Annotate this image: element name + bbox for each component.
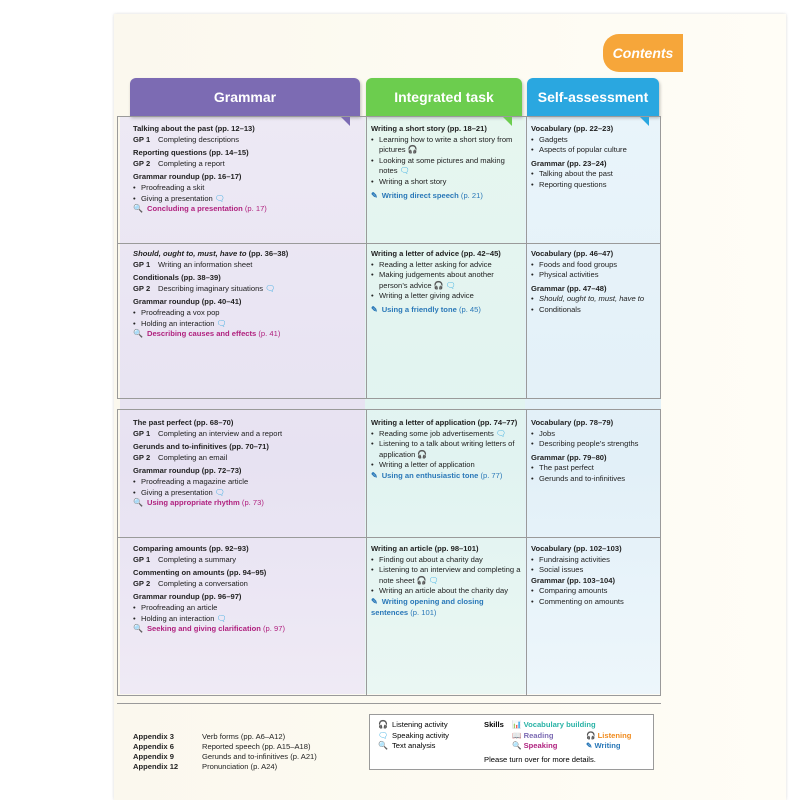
reading-skill: 📖 Reading bbox=[512, 730, 554, 740]
appendix-row: Appendix 6 Reported speech (pp. A15–A18) bbox=[133, 742, 311, 751]
unit2-self-cell bbox=[531, 249, 657, 316]
listening-icon: 🎧 bbox=[416, 575, 427, 585]
listening-icon: 🎧 bbox=[417, 449, 428, 459]
grammar-title: Grammar (pp. 47–48) bbox=[531, 283, 607, 293]
unit1-grammar-cell bbox=[133, 124, 361, 215]
writing-skill: ✎ Writing bbox=[586, 741, 621, 750]
list-item: • Commenting on amounts bbox=[531, 597, 657, 608]
speaking-icon: 🔍 bbox=[512, 741, 522, 750]
writing-focus: ✎ Writing opening and closing sentences (p. 101) bbox=[371, 596, 484, 617]
writing-icon: ✎ bbox=[586, 741, 593, 750]
integrated-task-header: Integrated task bbox=[366, 78, 522, 116]
roundup-title: Grammar roundup (pp. 96–97) bbox=[133, 592, 242, 602]
appendix-row: Appendix 12 Pronunciation (p. A24) bbox=[133, 762, 278, 771]
unit3-grammar-cell bbox=[133, 418, 361, 509]
grammar-title: Grammar (pp. 103–104) bbox=[531, 575, 615, 585]
unit4-integrated-cell bbox=[371, 544, 521, 618]
list-item: • Reading some job advertisements 🗨 bbox=[371, 429, 521, 440]
list-item: • Listening to an interview and completing a note sheet 🎧 🗨 bbox=[371, 565, 521, 586]
list-item: • Physical activities bbox=[531, 270, 657, 281]
gp-row: GP 1 Completing an interview and a report bbox=[133, 428, 283, 438]
gp-row: GP 2 Completing a report bbox=[133, 158, 225, 168]
list-item: • Finding out about a charity day bbox=[371, 555, 521, 566]
roundup-title: Grammar roundup (pp. 40–41) bbox=[133, 297, 242, 307]
roundup-title: Grammar roundup (pp. 16–17) bbox=[133, 172, 242, 182]
list-item: • Writing an article about the charity day bbox=[371, 586, 521, 597]
list-item: • Jobs bbox=[531, 429, 657, 440]
list-item: • Foods and food groups bbox=[531, 260, 657, 271]
vocabulary-icon: 📊 bbox=[512, 720, 522, 729]
listening-icon: 🎧 bbox=[407, 145, 418, 155]
list-item: • Proofreading a magazine article bbox=[133, 477, 361, 488]
grammar-title: Grammar (pp. 23–24) bbox=[531, 158, 607, 168]
list-item: • Writing a short story bbox=[371, 177, 521, 188]
topic-title: Should, ought to, must, have to (pp. 36–38) bbox=[133, 249, 289, 258]
unit2-grammar-cell bbox=[133, 249, 361, 340]
list-item: • Writing a letter giving advice bbox=[371, 291, 521, 302]
text-analysis-focus: 🔍 Using appropriate rhythm (p. 73) bbox=[133, 498, 264, 508]
topic-title: Comparing amounts (pp. 92–93) bbox=[133, 544, 249, 553]
turnover-note: Please turn over for more details. bbox=[484, 755, 596, 764]
writing-icon: ✎ bbox=[371, 470, 378, 480]
roundup-title: Grammar roundup (pp. 72–73) bbox=[133, 466, 242, 476]
contents-tab: Contents bbox=[603, 34, 683, 72]
vocab-title: Vocabulary (pp. 46–47) bbox=[531, 249, 614, 258]
legend-box: 🎧 Listening activity 🗨 Speaking activity 🔍 Text analysis Skills 📊 Vocabulary building 📖 Reading 🎧 Listening 🔍 Speaking ✎ Writing Please turn over for more details. bbox=[369, 714, 654, 770]
list-item: • Comparing amounts bbox=[531, 586, 657, 597]
writing-focus: ✎ Using a friendly tone (p. 45) bbox=[371, 304, 481, 314]
speaking-icon: 🗨 bbox=[399, 166, 410, 176]
text-analysis-focus: 🔍 Concluding a presentation (p. 17) bbox=[133, 204, 267, 214]
list-item: • Proofreading a vox pop bbox=[133, 308, 361, 319]
list-item: • Conditionals bbox=[531, 305, 657, 316]
grammar-title: Grammar (pp. 79–80) bbox=[531, 452, 607, 462]
text-analysis-icon: 🔍 bbox=[133, 204, 143, 214]
topic-title: Commenting on amounts (pp. 94–95) bbox=[133, 568, 267, 578]
speaking-icon: 🗨 bbox=[428, 575, 439, 585]
list-item: • Learning how to write a short story from pictures 🎧 bbox=[371, 135, 521, 156]
list-item: • Gerunds and to-infinitives bbox=[531, 474, 657, 485]
text-analysis-focus: 🔍 Describing causes and effects (p. 41) bbox=[133, 329, 281, 339]
gp-row: GP 2 Completing a conversation bbox=[133, 578, 248, 588]
gp-row: GP 2 Describing imaginary situations 🗨 bbox=[133, 283, 276, 293]
unit4-grammar-cell bbox=[133, 544, 361, 635]
speaking-skill: 🔍 Speaking bbox=[512, 741, 558, 750]
list-item: • Proofreading a skit bbox=[133, 183, 361, 194]
list-item: • Social issues bbox=[531, 565, 657, 576]
speaking-icon: 🗨 bbox=[495, 428, 506, 438]
listening-icon: 🎧 bbox=[433, 280, 444, 290]
writing-icon: ✎ bbox=[371, 190, 378, 200]
speaking-icon: 🗨 bbox=[216, 613, 227, 623]
unit3-integrated-cell bbox=[371, 418, 521, 482]
list-item: • Fundraising activities bbox=[531, 555, 657, 566]
list-item: • Talking about the past bbox=[531, 169, 657, 180]
reading-icon: 📖 bbox=[512, 730, 522, 740]
vocab-title: Vocabulary (pp. 22–23) bbox=[531, 124, 614, 133]
task-title: Writing a letter of application (pp. 74–77) bbox=[371, 418, 518, 427]
text-analysis-focus: 🔍 Seeking and giving clarification (p. 97) bbox=[133, 624, 285, 634]
task-title: Writing a short story (pp. 18–21) bbox=[371, 124, 487, 133]
task-title: Writing a letter of advice (pp. 42–45) bbox=[371, 249, 501, 258]
text-analysis-icon: 🔍 bbox=[133, 329, 143, 339]
gp-row: GP 1 Writing an information sheet bbox=[133, 259, 253, 269]
list-item: • Reporting questions bbox=[531, 180, 657, 191]
list-item: • Listening to a talk about writing letters of application 🎧 bbox=[371, 439, 521, 460]
unit1-integrated-cell bbox=[371, 124, 521, 201]
list-item: • Holding an interaction 🗨 bbox=[133, 319, 361, 330]
gp-row: GP 2 Completing an email bbox=[133, 452, 228, 462]
writing-focus: ✎ Using an enthusiastic tone (p. 77) bbox=[371, 470, 503, 480]
unit1-self-cell bbox=[531, 124, 657, 191]
listening-skill: 🎧 Listening bbox=[586, 730, 632, 740]
footer-divider bbox=[117, 703, 661, 704]
task-title: Writing an article (pp. 98–101) bbox=[371, 544, 479, 553]
speaking-icon: 🗨 bbox=[378, 730, 389, 740]
vocab-title: Vocabulary (pp. 78–79) bbox=[531, 418, 614, 427]
vocabulary-skill: 📊 Vocabulary building bbox=[512, 720, 596, 729]
list-item: • Proofreading an article bbox=[133, 603, 361, 614]
list-item: • Should, ought to, must, have to bbox=[531, 294, 657, 305]
list-item: • Making judgements about another person’s advice 🎧 🗨 bbox=[371, 270, 521, 291]
gp-row: GP 1 Completing a summary bbox=[133, 554, 237, 564]
list-item: • Aspects of popular culture bbox=[531, 145, 657, 156]
list-item: • Reading a letter asking for advice bbox=[371, 260, 521, 271]
list-item: • Giving a presentation 🗨 bbox=[133, 488, 361, 499]
unit3-self-cell bbox=[531, 418, 657, 485]
appendix-list bbox=[133, 732, 317, 772]
writing-icon: ✎ bbox=[371, 596, 378, 606]
writing-focus: ✎ Writing direct speech (p. 21) bbox=[371, 190, 483, 200]
list-item: • Gadgets bbox=[531, 135, 657, 146]
self-assessment-header: Self-assessment bbox=[527, 78, 659, 116]
speaking-icon: 🗨 bbox=[216, 318, 227, 328]
text-analysis-icon: 🔍 bbox=[133, 498, 143, 508]
text-analysis-icon: 🔍 bbox=[133, 624, 143, 634]
list-item: • Giving a presentation 🗨 bbox=[133, 194, 361, 205]
topic-title: Gerunds and to-infinitives (pp. 70–71) bbox=[133, 442, 269, 452]
topic-title: Talking about the past (pp. 12–13) bbox=[133, 124, 255, 133]
list-item: • Looking at some pictures and making notes 🗨 bbox=[371, 156, 521, 177]
grammar-header: Grammar bbox=[130, 78, 360, 116]
list-item: • Writing a letter of application bbox=[371, 460, 521, 471]
writing-icon: ✎ bbox=[371, 304, 378, 314]
topic-title: The past perfect (pp. 68–70) bbox=[133, 418, 234, 427]
listening-icon: 🎧 bbox=[378, 720, 388, 729]
list-item: • The past perfect bbox=[531, 463, 657, 474]
list-item: • Holding an interaction 🗨 bbox=[133, 614, 361, 625]
speaking-icon: 🗨 bbox=[445, 280, 456, 290]
appendix-row: Appendix 3 Verb forms (pp. A6–A12) bbox=[133, 732, 286, 741]
unit4-self-cell bbox=[531, 544, 657, 608]
gp-row: GP 1 Completing descriptions bbox=[133, 134, 240, 144]
vocab-title: Vocabulary (pp. 102–103) bbox=[531, 544, 622, 553]
speaking-icon: 🗨 bbox=[214, 193, 225, 203]
listening-icon: 🎧 bbox=[586, 730, 596, 740]
topic-title: Conditionals (pp. 38–39) bbox=[133, 273, 221, 283]
list-item: • Describing people’s strengths bbox=[531, 439, 657, 450]
unit2-integrated-cell bbox=[371, 249, 521, 316]
speaking-icon: 🗨 bbox=[265, 283, 276, 293]
text-analysis-icon: 🔍 bbox=[378, 741, 388, 750]
topic-title: Reporting questions (pp. 14–15) bbox=[133, 148, 249, 158]
speaking-icon: 🗨 bbox=[214, 487, 225, 497]
activity-legend: 🎧 Listening activity 🗨 Speaking activity 🔍 Text analysis bbox=[378, 720, 449, 750]
appendix-row: Appendix 9 Gerunds and to-infinitives (p. A21) bbox=[133, 752, 317, 761]
